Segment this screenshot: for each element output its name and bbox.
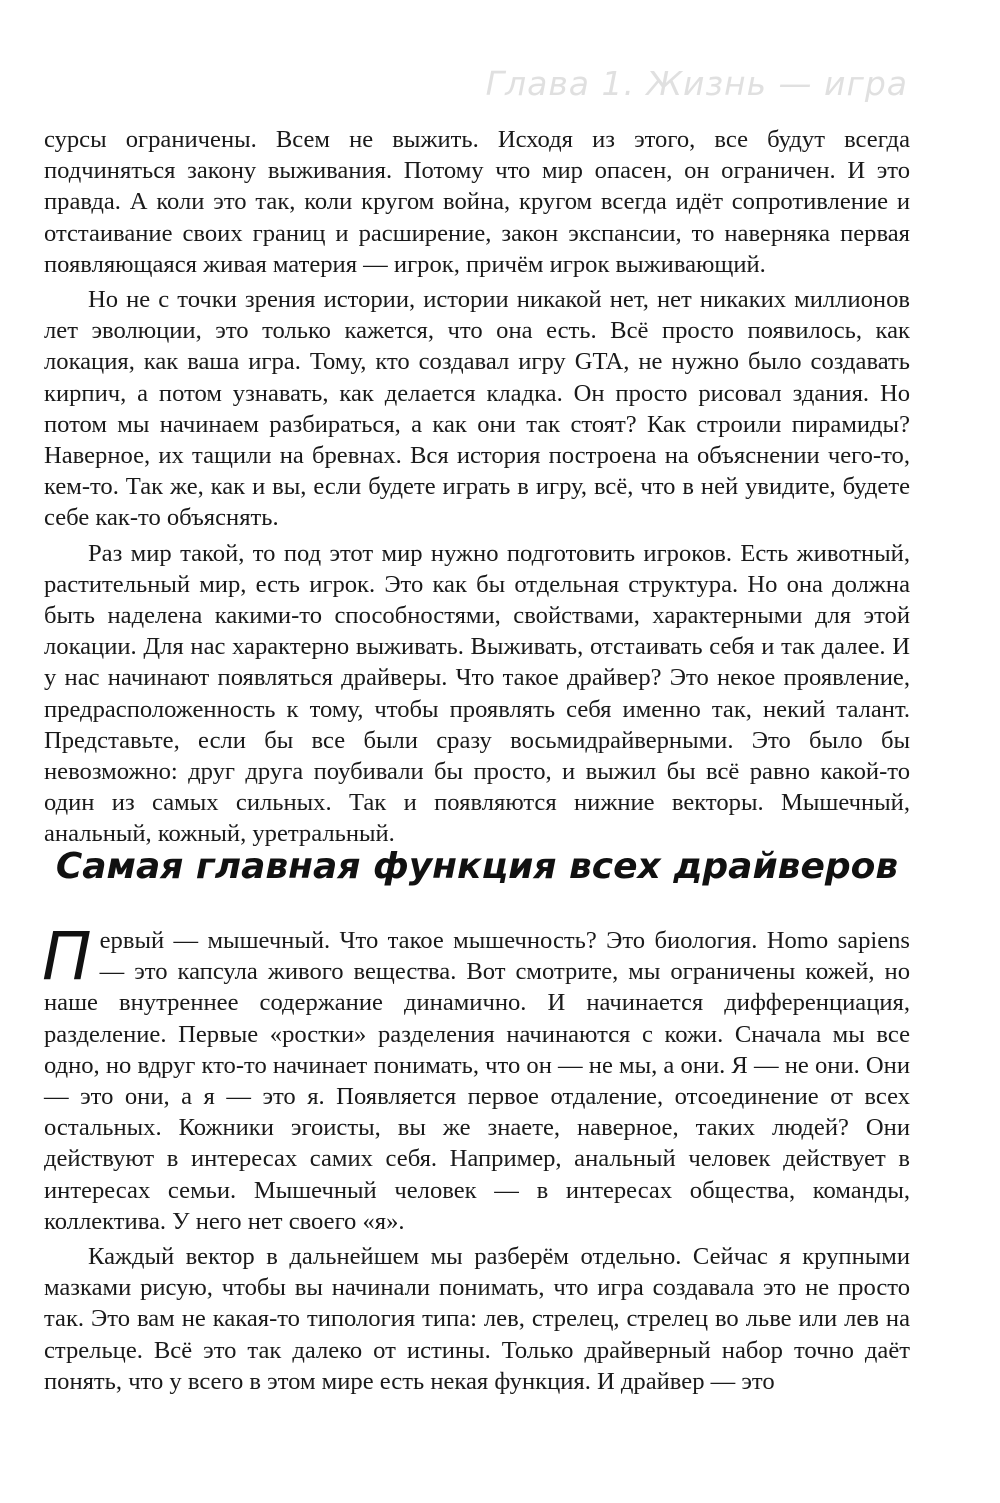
paragraph-continuation: сурсы ограничены. Всем не выжить. Исходя из этого, все будут всегда подчиняться закону выживания. Потому что мир опасен, он ограничен. И это правда. А коли это так, коли кругом война, кругом всегда идёт сопротивление и отстаивание своих границ и расширение, закон экспансии, то наверняка первая появляющаяся живая материя — игрок, причём игрок выживающий.	[44, 126, 910, 278]
text-block-bottom	[42, 918, 910, 1397]
paragraph-muscular-text: ервый — мышечный. Что такое мышечность? Это биология. Homo sapiens — это капсула живого вещества. Вот смотрите, мы ограничены кожей, но наше внутреннее содержание динамично. И начинается дифференциация, разделение. Первые «ростки» разделения начинаются с кожи. Сначала мы все одно, но вдруг кто-то начинает понимать, что он — не мы, а они. Я — не они. Они — это они, а я — это я. Появляется первое отдаление, отсоединение от всех остальных. Кожники эгоисты, вы же знаете, наверное, таких людей? Они действуют в интересах самих себя. Например, анальный человек действует в интересах семьи. Мышечный человек — в интересах общества, команды, коллектива. У него нет своего «я».	[44, 927, 910, 1235]
drop-cap: П	[42, 918, 92, 995]
text-block-top	[44, 124, 910, 850]
paragraph-vectors: Каждый вектор в дальнейшем мы разберём отдельно. Сейчас я крупными мазками рисую, чтобы вы начинали понимать, что игра создавала это не просто так. Это вам не какая-то типология типа: лев, стрелец, стрелец во льве или лев на стрельце. Всё это так далеко от истины. Только драйверный набор точно даёт понять, что у всего в этом мире есть некая функция. И драйвер — это	[44, 1243, 910, 1395]
running-header: Глава 1. Жизнь — игра	[485, 64, 908, 103]
paragraph-drivers: Раз мир такой, то под этот мир нужно подготовить игроков. Есть животный, растительный мир, есть игрок. Это как бы отдельная структура. Но она должна быть наделена какими-то способностями, свойствами, характерными для этой локации. Для нас характерно выживать. Выживать, отстаивать себя и так далее. И у нас начинают появляться драйверы. Что такое драйвер? Это некое проявление, предрасположенность к тому, чтобы проявлять себя именно так, некий талант. Представьте, если бы все были сразу восьмидрайверными. Это было бы невозможно: друг друга поубивали бы просто, и выжил бы всё равно какой-то один из самых сильных. Так и появляются нижние векторы. Мышечный, анальный, кожный, уретральный.	[44, 539, 910, 848]
section-heading: Самая главная функция всех драйверов	[55, 846, 899, 887]
paragraph-muscular	[42, 918, 910, 1237]
paragraph-history: Но не с точки зрения истории, истории никакой нет, нет никаких миллионов лет эволюции, это только кажется, что она есть. Всё просто появилось, как локация, как ваша игра. Тому, кто создавал игру GTA, не нужно было создавать кирпич, а потом узнавать, как делается кладка. Он просто рисовал здания. Но потом мы начинаем разбираться, а как они так стоят? Как строили пирамиды? Наверное, их тащили на бревнах. Вся история построена на объяснении чего-то, кем-то. Так же, как и вы, если будете играть в игру, всё, что в ней увидите, будете себе как-то объяснять.	[44, 286, 910, 532]
